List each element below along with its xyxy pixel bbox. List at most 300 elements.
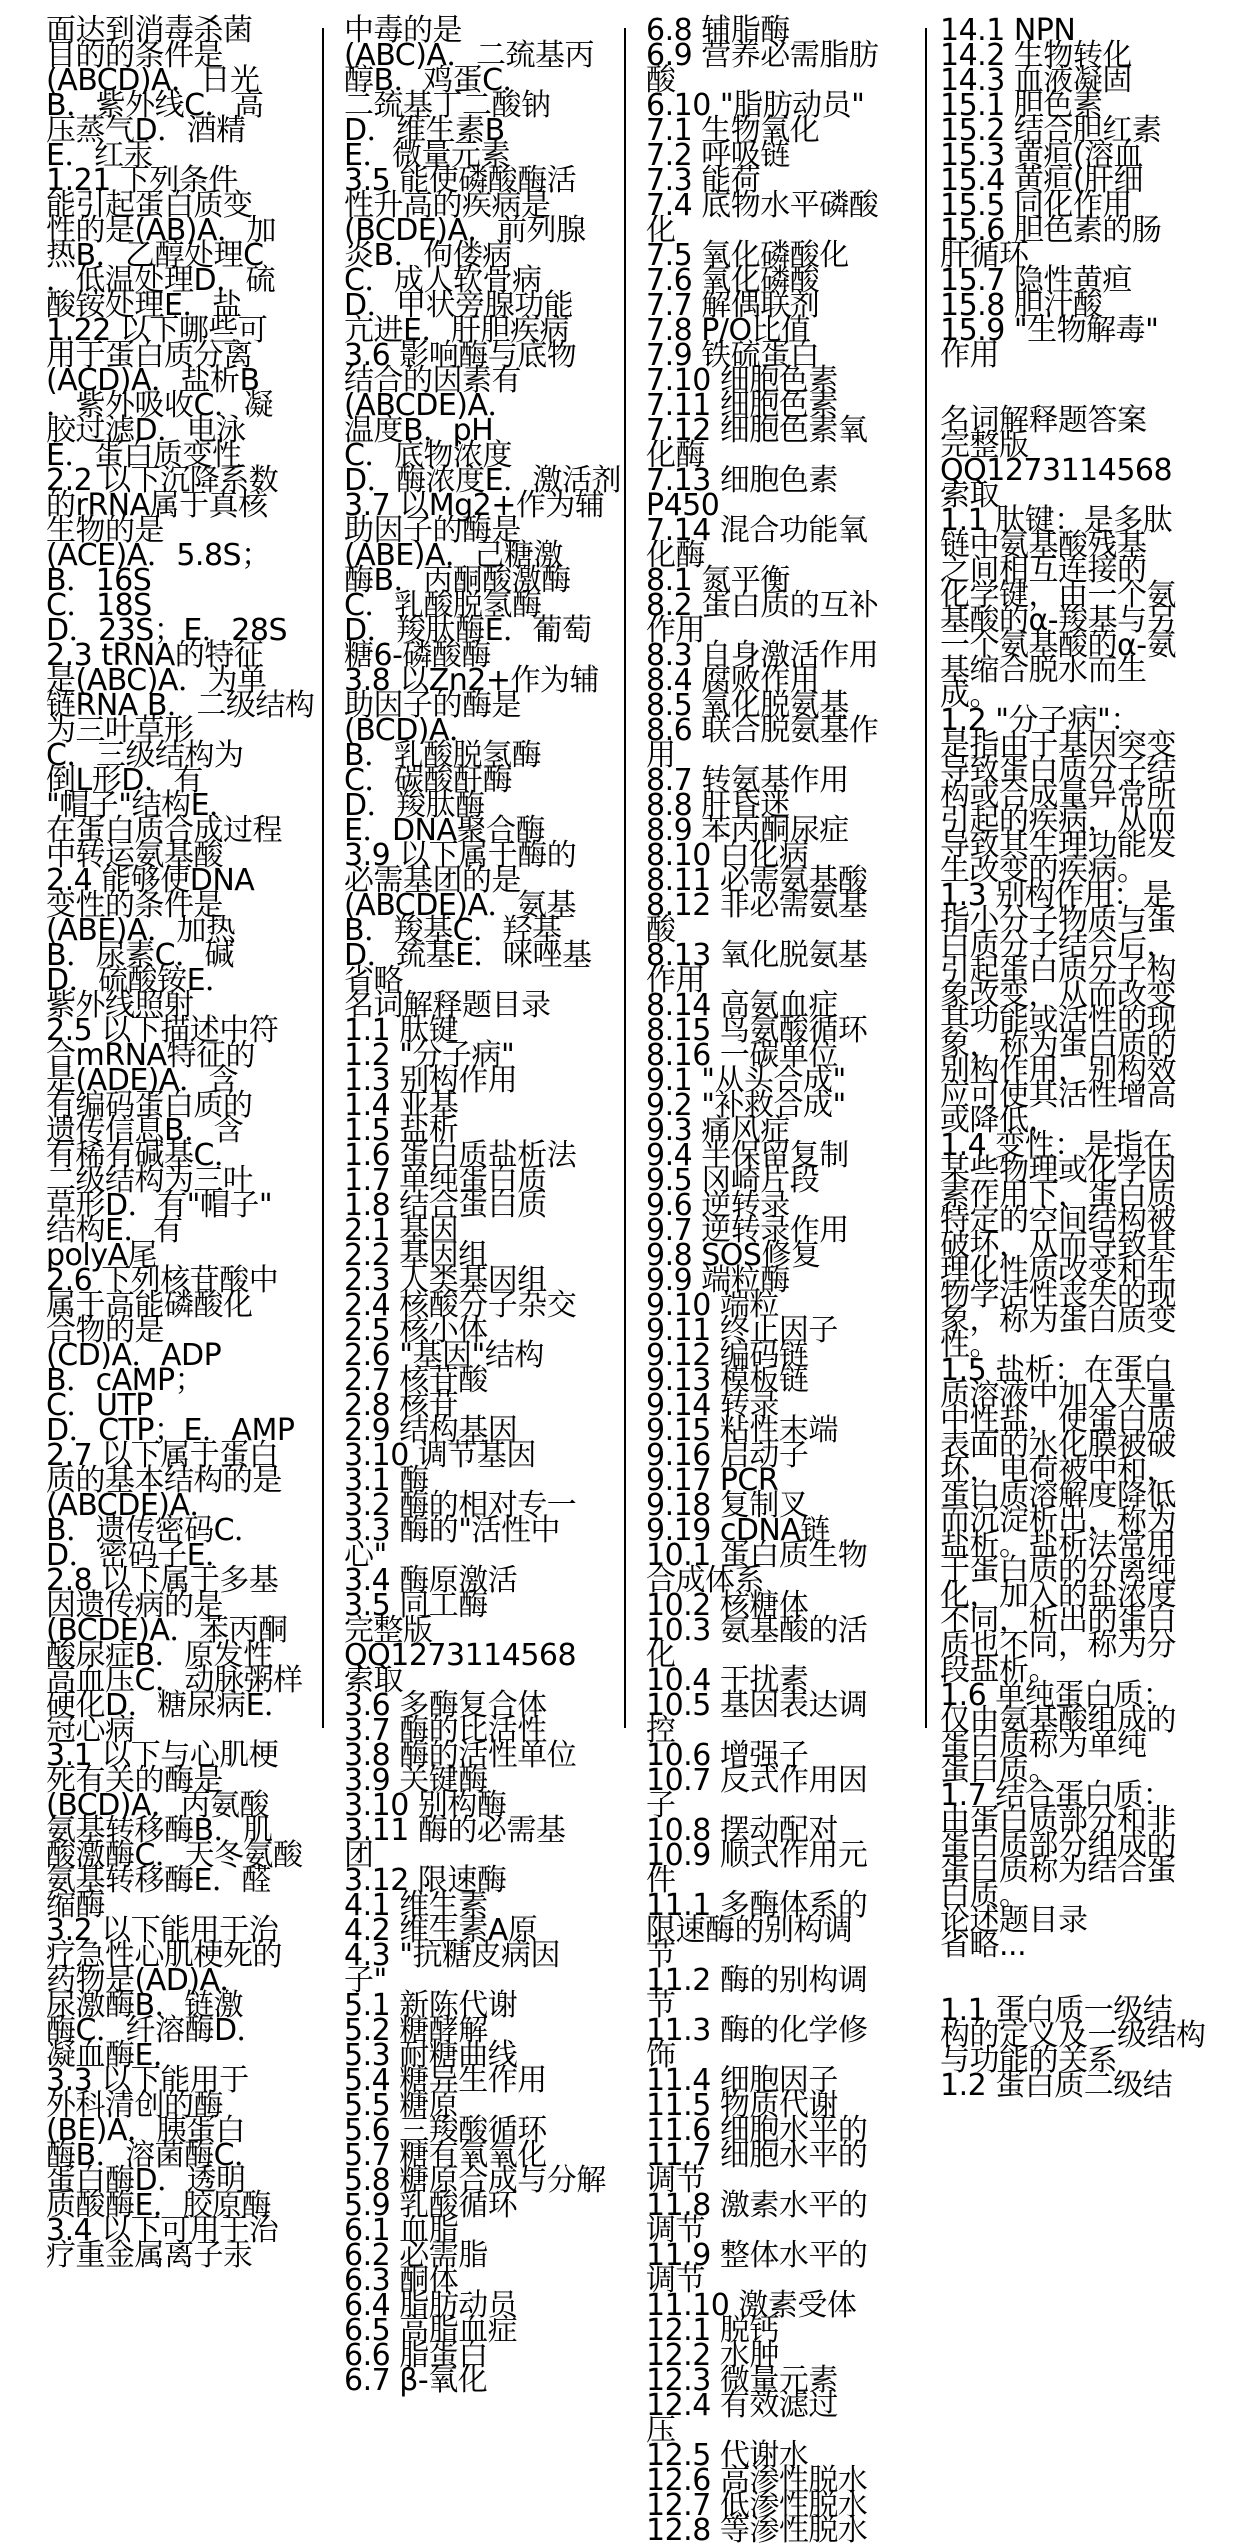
text-line: 酶B．溶菌酶C． [46, 2138, 264, 2173]
text-line: 酸 [646, 913, 676, 948]
text-line: 8.13 氧化脱氨基 [646, 938, 868, 973]
column-divider [322, 28, 324, 1728]
text-line: 质酸酶E．胶原酶 [46, 2188, 271, 2223]
text-line: D．羧肽酶 [344, 788, 485, 823]
text-line: 二级结构为三叶 [46, 1163, 253, 1198]
text-line: 3.1 酶 [344, 1463, 429, 1498]
text-line: C．乳酸脱氢酶 [344, 588, 542, 623]
text-line: 其功能或活性的现 [940, 1003, 1176, 1038]
text-line: 质也不同，称为分 [940, 1628, 1176, 1663]
text-line: D．密码子E． [46, 1538, 235, 1573]
text-line: 1.8 结合蛋白质 [344, 1188, 547, 1223]
text-line: 8.16 一碳单位 [646, 1038, 838, 1073]
text-line: QQ1273114568 [940, 453, 1173, 488]
text-line: 蛋白质称为结合蛋 [940, 1853, 1176, 1888]
text-line: 有编码蛋白质的 [46, 1088, 253, 1123]
text-line: 5.6 三羧酸循环 [344, 2113, 547, 2148]
text-line: 12.5 代谢水 [646, 2438, 809, 2473]
text-line: 胶过滤D．电泳 [46, 413, 246, 448]
text-line: E．红汞 [46, 138, 153, 173]
text-line: 2.9 结构基因 [344, 1413, 518, 1448]
text-line: D．巯基E．咪唑基 [344, 938, 592, 973]
text-line: 属于高能磷酸化 [46, 1288, 253, 1323]
text-line: 理化性质改变和生 [940, 1253, 1176, 1288]
text-line: 3.4 以下可用于治 [46, 2213, 279, 2248]
text-line: 亢进E．肝胆疾病 [344, 313, 569, 348]
text-line: (ABCD)A．日光 [46, 63, 260, 98]
text-line: 5.1 新陈代谢 [344, 1988, 518, 2023]
text-line: 而沉淀析出，称为 [940, 1503, 1176, 1538]
text-line: 11.5 物质代谢 [646, 2088, 838, 2123]
text-line: 9.5 冈崎片段 [646, 1163, 820, 1198]
text-line: 7.3 能荷 [646, 163, 761, 198]
text-line: D．CTP；E．AMP [46, 1413, 295, 1448]
text-line: polyA尾 [46, 1238, 158, 1273]
text-line: 3.7 以Mg2+作为辅 [344, 488, 605, 523]
text-line: 2.1 基因 [344, 1213, 459, 1248]
text-line: 在蛋白质合成过程 [46, 813, 282, 848]
text-line: 9.4 半保留复制 [646, 1138, 849, 1173]
text-line [940, 1958, 1210, 1998]
text-line: 由蛋白质部分和非 [940, 1803, 1176, 1838]
text-line: 因遗传病的是 [46, 1588, 223, 1623]
text-line: 件 [646, 1863, 676, 1898]
text-line: 3.11 酶的必需基 [344, 1813, 566, 1848]
text-line: 7.13 细胞色素 [646, 463, 838, 498]
text-line: 3.6 影响酶与底物 [344, 338, 577, 373]
text-line: 二巯基丁二酸钠 [344, 88, 551, 123]
text-line: 5.2 糖酵解 [344, 2013, 488, 2048]
text-line: 8.10 白化病 [646, 838, 809, 873]
text-line: 是指由于基因突变 [940, 728, 1176, 763]
text-line: 3.1 以下与心肌梗 [46, 1738, 279, 1773]
text-line: 作用 [646, 613, 705, 648]
text-line: 心" [344, 1538, 387, 1573]
text-line: 2.8 核苷 [344, 1388, 459, 1423]
text-line: 3.4 酶原激活 [344, 1563, 518, 1598]
text-line: 1.1 蛋白质一级结 [940, 1993, 1173, 2028]
text-line: 中转运氨基酸 [46, 838, 223, 873]
text-line: B．乳酸脱氢酶 [344, 738, 542, 773]
text-line: 7.6 氧化磷酸 [646, 263, 820, 298]
text-line: 结构E．有 [46, 1213, 183, 1248]
text-line: 15.4 黄疸(肝细 [940, 163, 1144, 198]
text-line: 链中氨基酸残基 [940, 528, 1147, 563]
text-line: (ACE)A．5.8S； [46, 538, 271, 573]
text-line: 节 [646, 1938, 676, 1973]
text-line: 9.7 逆转录作用 [646, 1213, 849, 1248]
text-line: 蛋白质溶解度降低 [940, 1478, 1176, 1513]
text-line: 用 [646, 738, 676, 773]
text-line: 8.6 联合脱氨基作 [646, 713, 879, 748]
text-line: 15.3 黄疸(溶血 [940, 138, 1144, 173]
text-line: 缩酶 [46, 1888, 105, 1923]
text-line: B．紫外线C．高 [46, 88, 264, 123]
text-line: 3.5 同工酶 [344, 1588, 488, 1623]
text-line: 12.7 低渗性脱水 [646, 2488, 868, 2523]
text-line: 9.2 "补救合成" [646, 1088, 846, 1123]
text-line: 遗传信息B．含 [46, 1113, 244, 1148]
text-line: 11.6 细胞水平的 [646, 2113, 868, 2148]
text-line: 完整版 [344, 1613, 433, 1648]
text-line: 15.2 结合胆红素 [940, 113, 1162, 148]
column-2 [344, 13, 622, 2398]
text-line: 4.1 维生素 [344, 1888, 488, 1923]
text-line: 省略 [344, 963, 403, 998]
text-line: 有稀有碱基C． [46, 1138, 244, 1173]
text-line: 助因子的酶是 [344, 688, 521, 723]
text-line: 8.4 腐败作用 [646, 663, 820, 698]
text-line: 9.14 转录 [646, 1388, 779, 1423]
text-line: 1.5 盐析 [344, 1113, 459, 1148]
text-line: D．酶浓度E．激活剂 [344, 463, 622, 498]
text-line: 3.5 能使磷酸酶活 [344, 163, 577, 198]
text-line: 是(ADE)A．含 [46, 1063, 239, 1098]
text-line: 别构作用，别构效 [940, 1053, 1176, 1088]
text-line: 1.1 肽键 [344, 1013, 459, 1048]
text-line: (CD)A．ADP [46, 1338, 222, 1373]
text-line: 9.19 cDNA链 [646, 1513, 830, 1548]
text-line: 为三叶草形 [46, 713, 194, 748]
text-line: 冠心病 [46, 1713, 135, 1748]
text-line: 与功能的关系 [940, 2043, 1117, 2078]
text-line: 团 [344, 1838, 374, 1873]
text-line: 9.12 编码链 [646, 1338, 809, 1373]
text-line: 7.1 生物氧化 [646, 113, 820, 148]
text-line: 作用 [940, 338, 999, 373]
text-line: 完整版 [940, 428, 1029, 463]
text-line: 生物的是 [46, 513, 164, 548]
text-line: (ACD)A．盐析B [46, 363, 260, 398]
text-line: B．遗传密码C． [46, 1513, 264, 1548]
text-line: 象，称为蛋白质变 [940, 1303, 1176, 1338]
text-line: 11.4 细胞因子 [646, 2063, 838, 2098]
text-line: 11.2 酶的别构调 [646, 1963, 868, 1998]
text-line: 坏，电荷被中和， [940, 1453, 1176, 1488]
text-line: 6.3 酮体 [344, 2263, 459, 2298]
text-line: 名词解释题目录 [344, 988, 551, 1023]
text-line: 11.8 激素水平的 [646, 2188, 868, 2223]
text-line: 11.7 细胞水平的 [646, 2138, 868, 2173]
text-line: E．微量元素 [344, 138, 510, 173]
text-line: 1.3 别构作用 [344, 1063, 518, 1098]
text-line: 14.1 NPN [940, 13, 1076, 48]
text-line: 15.8 胆汁酸 [940, 288, 1103, 323]
text-line: D．硫酸铵E． [46, 963, 235, 998]
text-line: 2.4 核酸分子杂交 [344, 1288, 577, 1323]
text-line: 10.3 氨基酸的活 [646, 1613, 868, 1648]
text-line: 9.6 逆转录 [646, 1188, 790, 1223]
text-line: 8.9 苯丙酮尿症 [646, 813, 849, 848]
text-line: 5.4 糖异生作用 [344, 2063, 547, 2098]
text-line: 段盐析。 [940, 1653, 1058, 1688]
text-line: 7.5 氧化磷酸化 [646, 238, 849, 273]
text-line: 5.9 乳酸循环 [344, 2188, 518, 2223]
text-line: 12.1 脱钙 [646, 2313, 779, 2348]
text-line: 9.17 PCR [646, 1463, 779, 1498]
text-line: (BE)A．胰蛋白 [46, 2113, 245, 2148]
text-line: 压蒸气D．酒精 [46, 113, 246, 148]
text-line: 白质。 [940, 1878, 1029, 1913]
text-line: 10.6 增强子 [646, 1738, 809, 1773]
text-line: 论述题目录 [940, 1903, 1088, 1938]
text-line: (ABE)A．己糖激 [344, 538, 563, 573]
text-line: 6.8 辅脂酶 [646, 13, 790, 48]
text-line: 氨基转移酶E．醛 [46, 1863, 271, 1898]
text-line: 11.3 酶的化学修 [646, 2013, 868, 2048]
text-line: 11.1 多酶体系的 [646, 1888, 868, 1923]
text-line: 12.2 水肿 [646, 2338, 779, 2373]
text-line: 8.12 非必需氨基 [646, 888, 868, 923]
text-line: 糖6-磷酸酶 [344, 638, 491, 673]
text-line: 9.18 复制叉 [646, 1488, 809, 1523]
text-line: 8.11 必需氨基酸 [646, 863, 868, 898]
text-line: 9.15 粘性末端 [646, 1413, 838, 1448]
text-line: 2.7 核苷酸 [344, 1363, 488, 1398]
text-line: 1.7 单纯蛋白质 [344, 1163, 547, 1198]
text-line: 醇B．鸡蛋C． [344, 63, 533, 98]
text-line: 表面的水化膜被破 [940, 1428, 1176, 1463]
text-line: 用于蛋白质分离 [46, 338, 253, 373]
text-line: 3.8 以Zn2+作为辅 [344, 663, 600, 698]
text-line: E．蛋白质变性 [46, 438, 242, 473]
text-line: D．维生素B [344, 113, 505, 148]
text-line: 2.7 以下属于蛋白 [46, 1438, 279, 1473]
text-line: 10.5 基因表达调 [646, 1688, 868, 1723]
text-line: 15.5 同化作用 [940, 188, 1132, 223]
text-line: 2.3 人类基因组 [344, 1263, 547, 1298]
text-line: 不同，析出的蛋白 [940, 1603, 1176, 1638]
text-line: 合成体系 [646, 1563, 764, 1598]
text-line: D．23S；E．28S [46, 613, 287, 648]
text-line: 3.9 以下属于酶的 [344, 838, 577, 873]
column-4 [940, 13, 1210, 2103]
text-line: D．羧肽酶E．葡萄 [344, 613, 592, 648]
text-line: 12.8 等渗性脱水 [646, 2513, 868, 2548]
text-line: 性的是(AB)A．加 [46, 213, 277, 248]
text-line: 15.1 胆色素 [940, 88, 1103, 123]
text-line: 氨基转移酶B．肌 [46, 1813, 273, 1848]
text-line: 紫外线照射 [46, 988, 194, 1023]
text-line: 2.6 "基因"结构 [344, 1338, 544, 1373]
text-line: 外科清创的酶 [46, 2088, 223, 2123]
text-line: 疗急性心肌梗死的 [46, 1938, 282, 1973]
text-line: 2.2 以下沉降系数 [46, 463, 279, 498]
text-line: 酸激酶C．天冬氨酸 [46, 1838, 303, 1873]
text-line: 性升高的疾病是 [344, 188, 551, 223]
text-line: 7.12 细胞色素氧 [646, 413, 868, 448]
text-line: 合物的是 [46, 1313, 164, 1348]
text-line: 必需基团的是 [344, 863, 521, 898]
text-line: 1.4 亚基 [344, 1088, 459, 1123]
text-line: 4.3 "抗糖皮病因 [344, 1938, 561, 1973]
text-line: 7.10 细胞色素 [646, 363, 838, 398]
text-line: 2.2 基因组 [344, 1238, 488, 1273]
text-line: 压 [646, 2413, 676, 2448]
text-line: 9.3 痛风症 [646, 1113, 790, 1148]
text-line: 6.4 脂肪动员 [344, 2288, 518, 2323]
text-line: P450 [646, 488, 720, 523]
text-line: 8.3 自身激活作用 [646, 638, 879, 673]
text-line: 6.9 营养必需脂肪 [646, 38, 879, 73]
text-line: 2.5 核小体 [344, 1313, 488, 1348]
text-line: 化 [646, 1638, 676, 1673]
text-line: 9.1 "从头合成" [646, 1063, 846, 1098]
text-line: 化 [646, 213, 676, 248]
text-line: 10.7 反式作用因 [646, 1763, 868, 1798]
text-line: 蛋白酶D．透明 [46, 2163, 246, 2198]
text-line: 3.2 酶的相对专一 [344, 1488, 577, 1523]
text-line: 温度B．pH [344, 413, 494, 448]
text-line: 质溶液中加入大量 [940, 1378, 1176, 1413]
text-line: (ABCDE)A． [46, 1488, 220, 1523]
text-line: B．16S [46, 563, 152, 598]
text-line: 中性盐，使蛋白质 [940, 1403, 1176, 1438]
text-line: 15.9 "生物解毒" [940, 313, 1159, 348]
text-line: 8.14 高氨血症 [646, 988, 838, 1023]
text-line: B．尿素C．碱 [46, 938, 235, 973]
text-line: 是(ABC)A．为单 [46, 663, 267, 698]
text-line: 的rRNA属于真核 [46, 488, 268, 523]
text-line: 蛋白质。 [940, 1753, 1058, 1788]
text-line: 饰 [646, 2038, 676, 2073]
text-line: 8.1 氮平衡 [646, 563, 790, 598]
text-line: 基酸的α-羧基与另 [940, 603, 1177, 638]
text-line: 硬化D．糖尿病E． [46, 1688, 294, 1723]
text-line: 调节 [646, 2263, 705, 2298]
text-line: 12.6 高渗性脱水 [646, 2463, 868, 2498]
text-line: C．碳酸酐酶 [344, 763, 512, 798]
text-line: 成。 [940, 678, 999, 713]
text-line: 破坏，从而导致其 [940, 1228, 1176, 1263]
text-line: "帽子"结构E． [46, 788, 239, 823]
text-line: 子" [344, 1963, 387, 1998]
text-line: 6.1 血脂 [344, 2213, 459, 2248]
text-line: 导致其生理功能发 [940, 828, 1176, 863]
text-line: 素作用下，蛋白质 [940, 1178, 1176, 1213]
text-line: 8.8 肝昏迷 [646, 788, 790, 823]
text-line: 酸尿症B．原发性 [46, 1638, 273, 1673]
text-line: (ABC)A．二巯基丙 [344, 38, 594, 73]
text-line: 8.7 转氨基作用 [646, 763, 849, 798]
text-line: 3.3 酶的"活性中 [344, 1513, 561, 1548]
text-line: 蛋白质称为单纯 [940, 1728, 1147, 1763]
text-line: 1.6 蛋白质盐析法 [344, 1138, 577, 1173]
text-line: 7.14 混合功能氧 [646, 513, 868, 548]
text-line: 节 [646, 1988, 676, 2023]
text-line: 3.3 以下能用于 [46, 2063, 249, 2098]
text-line: 3.10 别构酶 [344, 1788, 507, 1823]
text-line: 死有关的酶是 [46, 1763, 223, 1798]
text-line: 2.8 以下属于多基 [46, 1563, 279, 1598]
text-line: 化学键，由一个氨 [940, 578, 1176, 613]
text-line: 3.7 酶的比活性 [344, 1713, 547, 1748]
text-line: 生改变的疾病。 [940, 853, 1147, 888]
text-line: 引起蛋白质分子构 [940, 953, 1176, 988]
text-line: 性。 [940, 1328, 999, 1363]
text-line: 2.6 下列核苷酸中 [46, 1263, 279, 1298]
text-line: 酸铵处理E．盐 [46, 288, 242, 323]
text-line: 5.5 糖原 [344, 2088, 459, 2123]
text-line: 9.16 启动子 [646, 1438, 809, 1473]
text-line: 白质分子结合后， [940, 928, 1176, 963]
text-line: 特定的空间结构被 [940, 1203, 1176, 1238]
text-line: 子 [646, 1788, 676, 1823]
text-line: 炎B．佝偻病 [344, 238, 512, 273]
text-line: 7.4 底物水平磷酸 [646, 188, 879, 223]
text-line: 2.5 以下描述中符 [46, 1013, 279, 1048]
text-line: 3.6 多酶复合体 [344, 1688, 547, 1723]
text-line: 12.4 有效滤过 [646, 2388, 838, 2423]
text-line: 象，称为蛋白质的 [940, 1028, 1176, 1063]
text-line: 蛋白质部分组成的 [940, 1828, 1176, 1863]
text-line: 8.2 蛋白质的互补 [646, 588, 879, 623]
text-line: 目的的条件是 [46, 38, 223, 73]
text-line: 1.3 别构作用：是 [940, 878, 1173, 913]
text-line: 疗重金属离子汞 [46, 2238, 253, 2273]
text-line: 12.3 微量元素 [646, 2363, 838, 2398]
text-line: (ABCDE)A． [344, 388, 518, 423]
text-line: 9.9 端粒酶 [646, 1263, 790, 1298]
text-line: 仅由氨基酸组成的 [940, 1703, 1176, 1738]
text-line: (BCD)A．丙氨酸 [46, 1788, 270, 1823]
text-line: 1.6 单纯蛋白质： [940, 1678, 1173, 1713]
text-line: 6.7 β-氧化 [344, 2363, 488, 2398]
text-line: 化酶 [646, 438, 705, 473]
text-line: C．UTP [46, 1388, 153, 1423]
text-line: 化，加入的盐浓度 [940, 1578, 1176, 1613]
text-line: 6.2 必需脂 [344, 2238, 488, 2273]
text-line: 7.2 呼吸链 [646, 138, 790, 173]
text-line: 调节 [646, 2163, 705, 2198]
text-line: 7.9 铁硫蛋白 [646, 338, 820, 373]
text-line: 应可使其活性增高 [940, 1078, 1176, 1113]
text-line: 11.10 激素受体 [646, 2288, 857, 2323]
text-line: (BCDE)A．苯丙酮 [46, 1613, 288, 1648]
text-line: C．三级结构为 [46, 738, 244, 773]
text-line: 2.4 能够使DNA [46, 863, 255, 898]
text-line: 指小分子物质与蛋 [940, 903, 1176, 938]
text-line: 1.1 肽键：是多肽 [940, 503, 1173, 538]
text-line: 1.5 盐析：在蛋白 [940, 1353, 1173, 1388]
text-line: 10.8 摆动配对 [646, 1813, 838, 1848]
text-line: 名词解释题答案 [940, 403, 1147, 438]
column-1 [46, 13, 315, 2273]
column-divider [925, 28, 927, 1728]
text-line: 5.3 耐糖曲线 [344, 2038, 518, 2073]
text-line: 11.9 整体水平的 [646, 2238, 868, 2273]
text-line: 酸 [646, 63, 676, 98]
text-line: 6.10 "脂肪动员" [646, 88, 865, 123]
text-line: 14.3 血液凝固 [940, 63, 1132, 98]
text-line: 8.15 鸟氨酸循环 [646, 1013, 868, 1048]
text-line: 热B．乙醇处理C [46, 238, 264, 273]
text-line: 中毒的是 [344, 13, 462, 48]
text-line: C．18S [46, 588, 152, 623]
text-line: 3.9 关键酶 [344, 1763, 488, 1798]
text-line: 面达到消毒杀菌 [46, 13, 253, 48]
text-line: 引起的疾病，从而 [940, 803, 1176, 838]
text-line: 1.22 以下哪些可 [46, 313, 268, 348]
text-line: 14.2 生物转化 [940, 38, 1132, 73]
text-line: 9.10 端粒 [646, 1288, 779, 1323]
text-line: ．低温处理D．硫 [46, 263, 276, 298]
text-line: 6.5 高脂血症 [344, 2313, 518, 2348]
text-line: 控 [646, 1713, 676, 1748]
text-line: 1.7 结合蛋白质： [940, 1778, 1173, 1813]
text-line: 省略... [940, 1928, 1027, 1963]
text-line: 索取 [344, 1663, 403, 1698]
